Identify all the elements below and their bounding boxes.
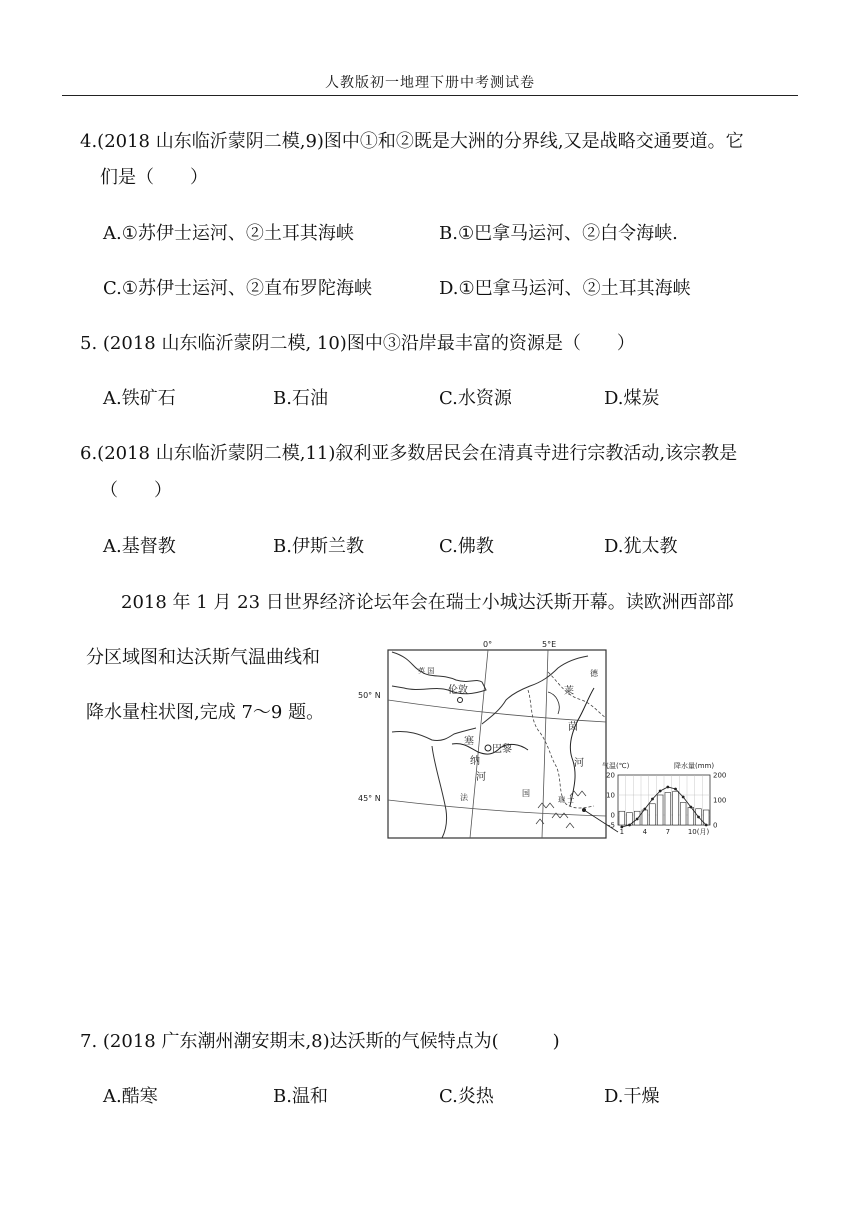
precip-bar — [665, 793, 671, 826]
rhine-label-1: 莱 — [564, 686, 574, 697]
uk-coast — [392, 652, 486, 694]
q7-option-d: D.干燥 — [604, 1086, 660, 1107]
q6-stem: 6.(2018 山东临沂蒙阴二模,11)叙利亚多数居民会在清真寺进行宗教活动,该宗教是 — [80, 443, 738, 464]
temp-tick-label: 10 — [606, 791, 615, 800]
temperature-point — [628, 824, 631, 827]
page-header: 人教版初一地理下册中考测试卷 — [325, 75, 535, 91]
temperature-point — [651, 798, 654, 801]
temperature-point — [705, 824, 708, 827]
q5-stem: 5. (2018 山东临沂蒙阴二模, 10)图中③沿岸最丰富的资源是（ ） — [80, 333, 635, 354]
temperature-point — [689, 806, 692, 809]
q5-option-d: D.煤炭 — [604, 388, 660, 409]
lon-0-label: 0° — [483, 640, 493, 649]
lat-50-label: 50° N — [358, 691, 381, 700]
rhine-label-2: 茵 — [568, 722, 578, 733]
q7-option-b: B.温和 — [273, 1086, 328, 1107]
precip-axis-label: 降水量(mm) — [674, 762, 715, 770]
q4-option-c: C.①苏伊士运河、②直布罗陀海峡 — [103, 278, 372, 299]
lat-45-label: 45° N — [358, 794, 381, 803]
temperature-point — [682, 796, 685, 799]
uk-label: 英 国 — [418, 667, 435, 675]
precip-bar — [619, 811, 625, 825]
rhine-label-3: 河 — [574, 758, 584, 769]
temperature-point — [636, 818, 639, 821]
seine-label-1: 塞 — [464, 736, 474, 747]
month-tick-label: 1 — [619, 828, 625, 836]
month-tick-label: 4 — [642, 828, 648, 836]
intro-text-cont: 分区域图和达沃斯气温曲线和 — [86, 647, 320, 668]
precip-tick-label: 100 — [713, 796, 727, 805]
q6-option-d: D.犹太教 — [604, 536, 678, 557]
temperature-point — [659, 790, 662, 793]
q4-stem: 4.(2018 山东临沂蒙阴二模,9)图中①和②既是大洲的分界线,又是战略交通要道。它 — [80, 131, 744, 152]
q7-option-c: C.炎热 — [439, 1086, 494, 1107]
temp-axis-label: 气温(℃) — [602, 762, 630, 770]
temp-tick-label: -5 — [608, 821, 615, 830]
precip-bar — [650, 804, 656, 825]
intro-text-cont2: 降水量柱状图,完成 7～9 题。 — [86, 702, 325, 723]
q5-option-b: B.石油 — [273, 388, 328, 409]
benelux-border — [548, 672, 606, 718]
q5-option-a: A.铁矿石 — [103, 388, 176, 409]
q6-stem-cont: （ ） — [100, 480, 172, 501]
europe-map-figure — [352, 638, 730, 848]
q7-option-a: A.酷寒 — [103, 1086, 158, 1107]
header-rule — [62, 95, 798, 96]
biscay-coast — [432, 746, 447, 838]
precip-bar — [680, 803, 686, 826]
intro-text: 2018 年 1 月 23 日世界经济论坛年会在瑞士小城达沃斯开幕。读欧洲西部部 — [121, 592, 734, 613]
q6-option-a: A.基督教 — [103, 536, 176, 557]
lon-5e-label: 5°E — [542, 640, 557, 649]
precip-tick-label: 200 — [713, 771, 727, 780]
temp-tick-label: 0 — [610, 811, 615, 820]
q7-stem: 7. (2018 广东潮州潮安期末,8)达沃斯的气候特点为( ) — [80, 1031, 560, 1052]
meuse-river — [548, 692, 559, 714]
q4-option-a: A.①苏伊士运河、②土耳其海峡 — [103, 223, 354, 244]
precip-bar — [673, 791, 679, 825]
temp-tick-label: 20 — [606, 771, 615, 780]
seine-label-2: 纳 — [470, 756, 480, 767]
paris-label: 巴黎 — [492, 744, 512, 755]
q4-stem-cont: 们是（ ） — [100, 167, 208, 188]
temperature-point — [643, 808, 646, 811]
rhine-river — [570, 688, 594, 806]
month-tick-label: 7 — [665, 828, 671, 836]
paris-dot — [485, 745, 491, 751]
germany-label: 德 — [590, 669, 598, 678]
france-label-2: 国 — [522, 789, 530, 798]
q4-option-b: B.①巴拿马运河、②白令海峡. — [439, 223, 678, 244]
london-dot — [458, 698, 463, 703]
temperature-point — [666, 786, 669, 789]
seine-label-3: 河 — [476, 772, 486, 783]
davos-climate-chart — [602, 761, 726, 836]
precip-tick-label: 0 — [713, 821, 718, 830]
q4-option-d: D.①巴拿马运河、②土耳其海峡 — [439, 278, 691, 299]
q6-option-c: C.佛教 — [439, 536, 494, 557]
swiss-label: 瑞 士 — [558, 796, 575, 804]
precip-bar — [657, 795, 663, 825]
london-label: 伦敦 — [448, 685, 468, 696]
france-label-1: 法 — [460, 793, 468, 802]
q5-option-c: C.水资源 — [439, 388, 512, 409]
month-tick-label: 10(月) — [687, 828, 710, 836]
q6-option-b: B.伊斯兰教 — [273, 536, 364, 557]
temperature-point — [697, 816, 700, 819]
temperature-point — [674, 788, 677, 791]
